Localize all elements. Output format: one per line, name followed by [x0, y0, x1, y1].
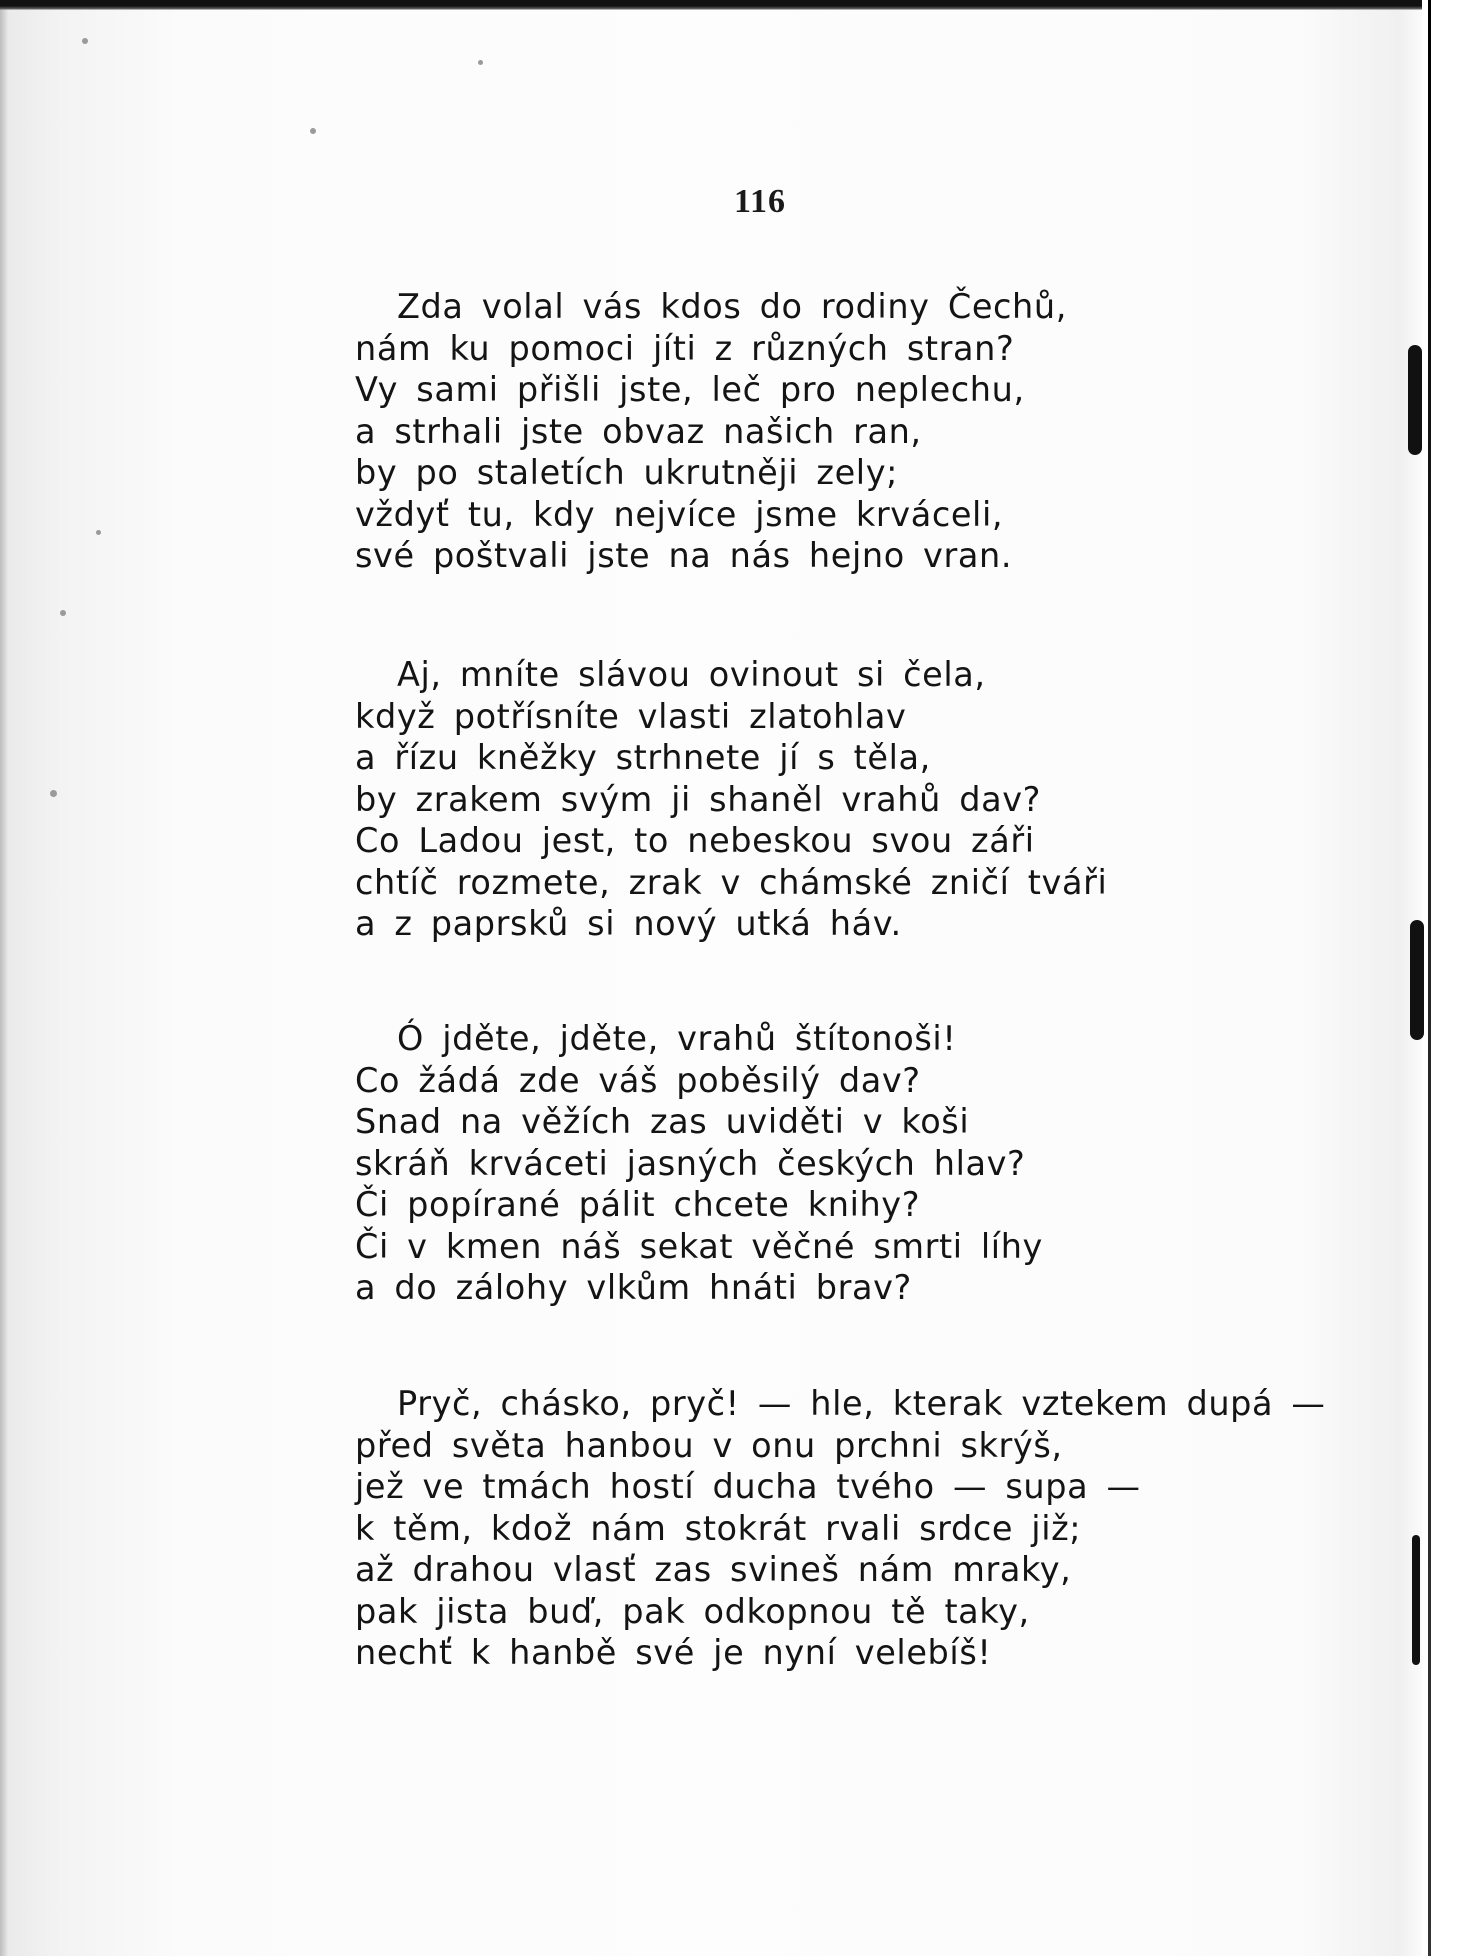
poem-line: Vy sami přišli jste, leč pro neplechu,: [355, 370, 1025, 409]
page-number: 116: [733, 183, 787, 220]
poem-line: když potřísníte vlasti zlatohlav: [355, 696, 907, 736]
dust-speck: [60, 610, 66, 616]
page-left-edge-shadow: [0, 0, 8, 1956]
binding-mark: [1408, 345, 1422, 455]
poem-line: Snad na věžích zas uviděti v koši: [355, 1102, 970, 1141]
poem-stanza: [355, 1383, 1326, 1674]
poem-line: skráň krváceti jasných českých hlav?: [355, 1143, 1026, 1183]
poem-line: pak jista buď, pak odkopnou tě taky,: [355, 1591, 1030, 1631]
dust-speck: [310, 128, 316, 134]
poem-stanza: [355, 286, 1067, 577]
poem-line: a strhali jste obvaz našich ran,: [355, 411, 922, 451]
poem-line: a z paprsků si nový utká háv.: [355, 904, 902, 943]
poem-line: a do zálohy vlkům hnáti brav?: [355, 1268, 912, 1307]
poem-line: Co žádá zde váš poběsilý dav?: [355, 1060, 921, 1100]
poem-line: své poštvali jste na nás hejno vran.: [355, 536, 1013, 575]
poem-line: k těm, kdož nám stokrát rvali srdce již;: [355, 1508, 1082, 1548]
poem-stanza: [355, 1018, 1043, 1309]
poem-line: nechť k hanbě své je nyní velebíš!: [355, 1633, 992, 1672]
binding-mark: [1412, 1535, 1420, 1665]
poem-stanza: [355, 654, 1107, 945]
poem-line: Pryč, chásko, pryč! — hle, kterak vztekem dupá —: [397, 1384, 1326, 1423]
poem-line: a řízu kněžky strhnete jí s těla,: [355, 738, 931, 777]
poem-line: Ó jděte, jděte, vrahů štítonoši!: [397, 1019, 957, 1058]
poem-line: Či v kmen náš sekat věčné smrti líhy: [355, 1226, 1043, 1266]
poem-line: by po staletích ukrutněji zely;: [355, 453, 899, 492]
dust-speck: [478, 60, 483, 65]
dust-speck: [50, 790, 57, 797]
poem-line: chtíč rozmete, zrak v chámské zničí tváři: [355, 862, 1108, 902]
poem-line: Či popírané pálit chcete knihy?: [355, 1185, 921, 1224]
poem-line: Aj, mníte slávou ovinout si čela,: [397, 655, 986, 694]
poem-line: jež ve tmách hostí ducha tvého — supa —: [355, 1467, 1141, 1506]
poem-line: až drahou vlasť zas svineš nám mraky,: [355, 1550, 1072, 1589]
poem-line: Zda volal vás kdos do rodiny Čechů,: [397, 287, 1067, 326]
poem-line: vždyť tu, kdy nejvíce jsme krváceli,: [355, 494, 1004, 534]
dust-speck: [82, 38, 88, 44]
poem-line: by zrakem svým ji shaněl vrahů dav?: [355, 779, 1042, 819]
page-right-edge-line: [1428, 0, 1431, 1956]
poem-line: nám ku pomoci jíti z různých stran?: [355, 328, 1015, 368]
binding-mark: [1410, 920, 1424, 1040]
poem-line: před světa hanbou v onu prchni skrýš,: [355, 1425, 1063, 1465]
page-top-edge: [0, 0, 1458, 10]
poem-line: Co Ladou jest, to nebeskou svou záři: [355, 821, 1035, 860]
dust-speck: [96, 530, 101, 535]
